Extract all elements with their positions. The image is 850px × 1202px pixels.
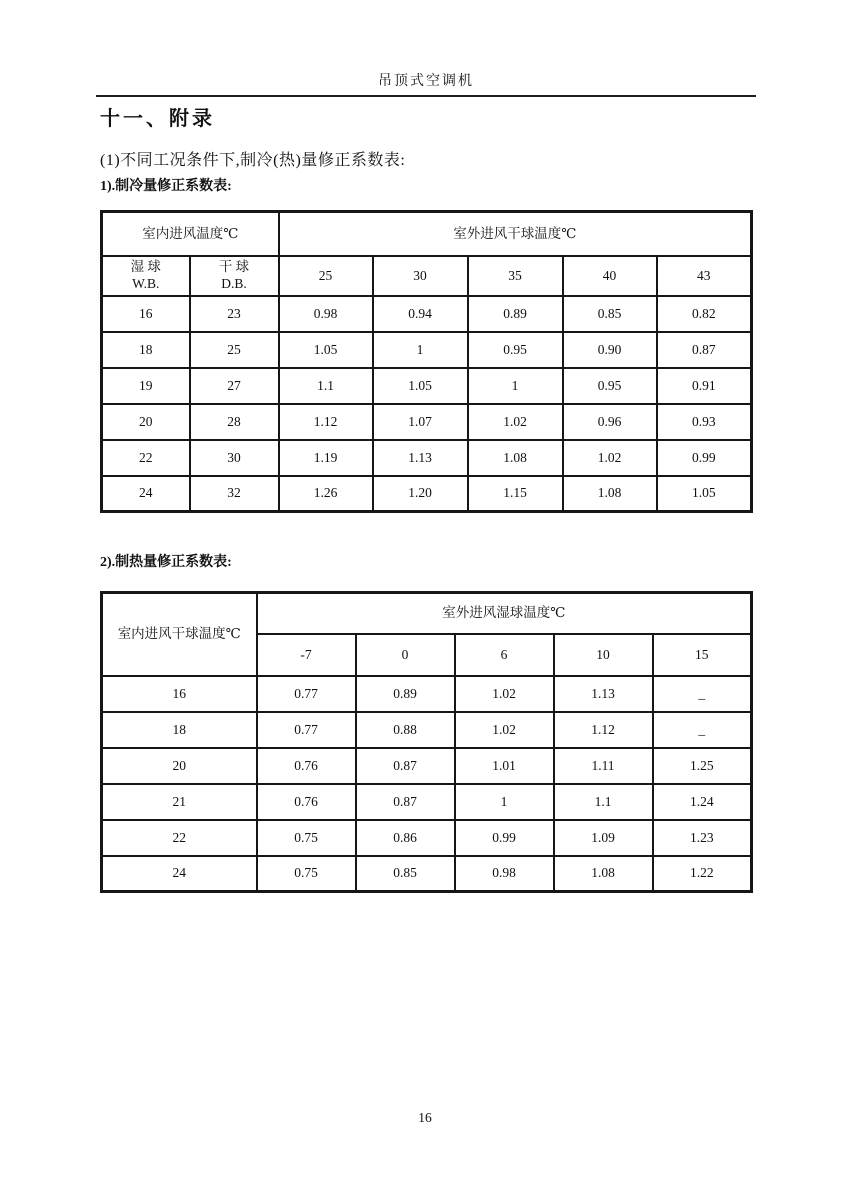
temp-col-header: 10	[554, 634, 653, 676]
table-cell: 0.98	[455, 856, 554, 892]
table-cell: 0.91	[657, 368, 752, 404]
table-row	[102, 368, 752, 404]
table-cell: 1.11	[554, 748, 653, 784]
table-cell: _	[653, 676, 752, 712]
table-header-row	[102, 593, 752, 634]
table-cell: 22	[102, 820, 257, 856]
temp-col-header: 35	[468, 256, 563, 296]
table-row	[102, 296, 752, 332]
table-row	[102, 712, 752, 748]
table-row	[102, 332, 752, 368]
table-cell: 0.82	[657, 296, 752, 332]
table-cell: 23	[190, 296, 279, 332]
table-cell: 18	[102, 332, 190, 368]
table-cell: 20	[102, 748, 257, 784]
wet-bulb-en: W.B.	[132, 275, 160, 291]
table-cell: 22	[102, 440, 190, 476]
table-cell: 0.87	[356, 748, 455, 784]
table-cell: 0.99	[455, 820, 554, 856]
table-cell: 28	[190, 404, 279, 440]
cooling-correction-table	[100, 210, 753, 513]
table-cell: 1.02	[468, 404, 563, 440]
wet-bulb-header-cell	[102, 256, 190, 296]
table-cell: 1.1	[279, 368, 373, 404]
table-cell: 1.08	[468, 440, 563, 476]
outdoor-wetbulb-header-cell: 室外进风湿球温度℃	[257, 593, 752, 634]
document-header	[96, 70, 756, 97]
table-cell: 0.77	[257, 676, 356, 712]
table-cell: 20	[102, 404, 190, 440]
table-cell: 0.76	[257, 748, 356, 784]
table-cell: 24	[102, 476, 190, 512]
table-cell: 1.19	[279, 440, 373, 476]
table-cell: 16	[102, 296, 190, 332]
table-cell: 18	[102, 712, 257, 748]
table-cell: 27	[190, 368, 279, 404]
table-row	[102, 440, 752, 476]
table-cell: 1.05	[657, 476, 752, 512]
table-cell: 0.98	[279, 296, 373, 332]
table-cell: 30	[190, 440, 279, 476]
table-cell: 1.02	[455, 676, 554, 712]
table-cell: 1.24	[653, 784, 752, 820]
temp-col-header: 6	[455, 634, 554, 676]
table-cell: 1	[455, 784, 554, 820]
temp-col-header: 0	[356, 634, 455, 676]
table-cell: _	[653, 712, 752, 748]
table-row	[102, 404, 752, 440]
table-subheader-row	[102, 256, 752, 296]
table-cell: 0.75	[257, 856, 356, 892]
table-row	[102, 476, 752, 512]
table-cell: 0.89	[468, 296, 563, 332]
table-cell: 1.05	[279, 332, 373, 368]
table-cell: 0.75	[257, 820, 356, 856]
dry-bulb-cn: 干 球	[218, 258, 250, 274]
temp-col-header: 40	[563, 256, 657, 296]
table-cell: 0.89	[356, 676, 455, 712]
table-cell: 1.20	[373, 476, 468, 512]
table-cell: 1.13	[373, 440, 468, 476]
indoor-drybulb-header-cell: 室内进风干球温度℃	[102, 593, 257, 676]
table-row	[102, 784, 752, 820]
table-cell: 0.93	[657, 404, 752, 440]
table-cell: 0.95	[468, 332, 563, 368]
table-cell: 1.07	[373, 404, 468, 440]
indoor-temp-header-cell: 室内进风温度℃	[102, 212, 279, 256]
wet-bulb-cn: 湿 球	[130, 258, 161, 274]
table-cell: 1.12	[554, 712, 653, 748]
table-row	[102, 856, 752, 892]
table-cell: 19	[102, 368, 190, 404]
table-cell: 1.1	[554, 784, 653, 820]
document-header-title: 吊顶式空调机	[378, 74, 474, 89]
table-cell: 1	[468, 368, 563, 404]
table-row	[102, 820, 752, 856]
table-cell: 16	[102, 676, 257, 712]
page-number: 16	[418, 1110, 432, 1125]
table-cell: 1.01	[455, 748, 554, 784]
table-cell: 0.90	[563, 332, 657, 368]
table-cell: 1.26	[279, 476, 373, 512]
table-cell: 0.94	[373, 296, 468, 332]
section-title: 十一、附录	[100, 108, 215, 130]
table-cell: 0.76	[257, 784, 356, 820]
dry-bulb-en: D.B.	[221, 275, 247, 291]
table-cell: 1	[373, 332, 468, 368]
table-cell: 0.87	[356, 784, 455, 820]
table-cell: 0.96	[563, 404, 657, 440]
table-cell: 1.09	[554, 820, 653, 856]
dry-bulb-header-cell	[190, 256, 279, 296]
table-cell: 1.08	[563, 476, 657, 512]
table-cell: 1.25	[653, 748, 752, 784]
table-cell: 24	[102, 856, 257, 892]
table-cell: 0.99	[657, 440, 752, 476]
cooling-table-caption: 1).制冷量修正系数表:	[100, 179, 232, 194]
table-cell: 0.87	[657, 332, 752, 368]
table-cell: 32	[190, 476, 279, 512]
table-cell: 0.85	[356, 856, 455, 892]
table-cell: 21	[102, 784, 257, 820]
temp-col-header: 25	[279, 256, 373, 296]
table-cell: 0.86	[356, 820, 455, 856]
table-cell: 1.12	[279, 404, 373, 440]
table-cell: 1.02	[563, 440, 657, 476]
intro-text: (1)不同工况条件下,制冷(热)量修正系数表:	[100, 152, 406, 169]
table-row	[102, 676, 752, 712]
temp-col-header: 30	[373, 256, 468, 296]
heating-table-caption: 2).制热量修正系数表:	[100, 555, 232, 570]
table-row	[102, 748, 752, 784]
temp-col-header: 43	[657, 256, 752, 296]
table-cell: 1.05	[373, 368, 468, 404]
table-cell: 0.77	[257, 712, 356, 748]
table-cell: 25	[190, 332, 279, 368]
table-cell: 1.15	[468, 476, 563, 512]
table-cell: 0.95	[563, 368, 657, 404]
table-cell: 0.85	[563, 296, 657, 332]
heating-correction-table	[100, 591, 753, 893]
table-cell: 1.08	[554, 856, 653, 892]
table-cell: 0.88	[356, 712, 455, 748]
table-cell: 1.13	[554, 676, 653, 712]
temp-col-header: -7	[257, 634, 356, 676]
table-cell: 1.02	[455, 712, 554, 748]
table-header-row	[102, 212, 752, 256]
temp-col-header: 15	[653, 634, 752, 676]
table-cell: 1.23	[653, 820, 752, 856]
table-cell: 1.22	[653, 856, 752, 892]
outdoor-drybulb-header-cell: 室外进风干球温度℃	[279, 212, 752, 256]
